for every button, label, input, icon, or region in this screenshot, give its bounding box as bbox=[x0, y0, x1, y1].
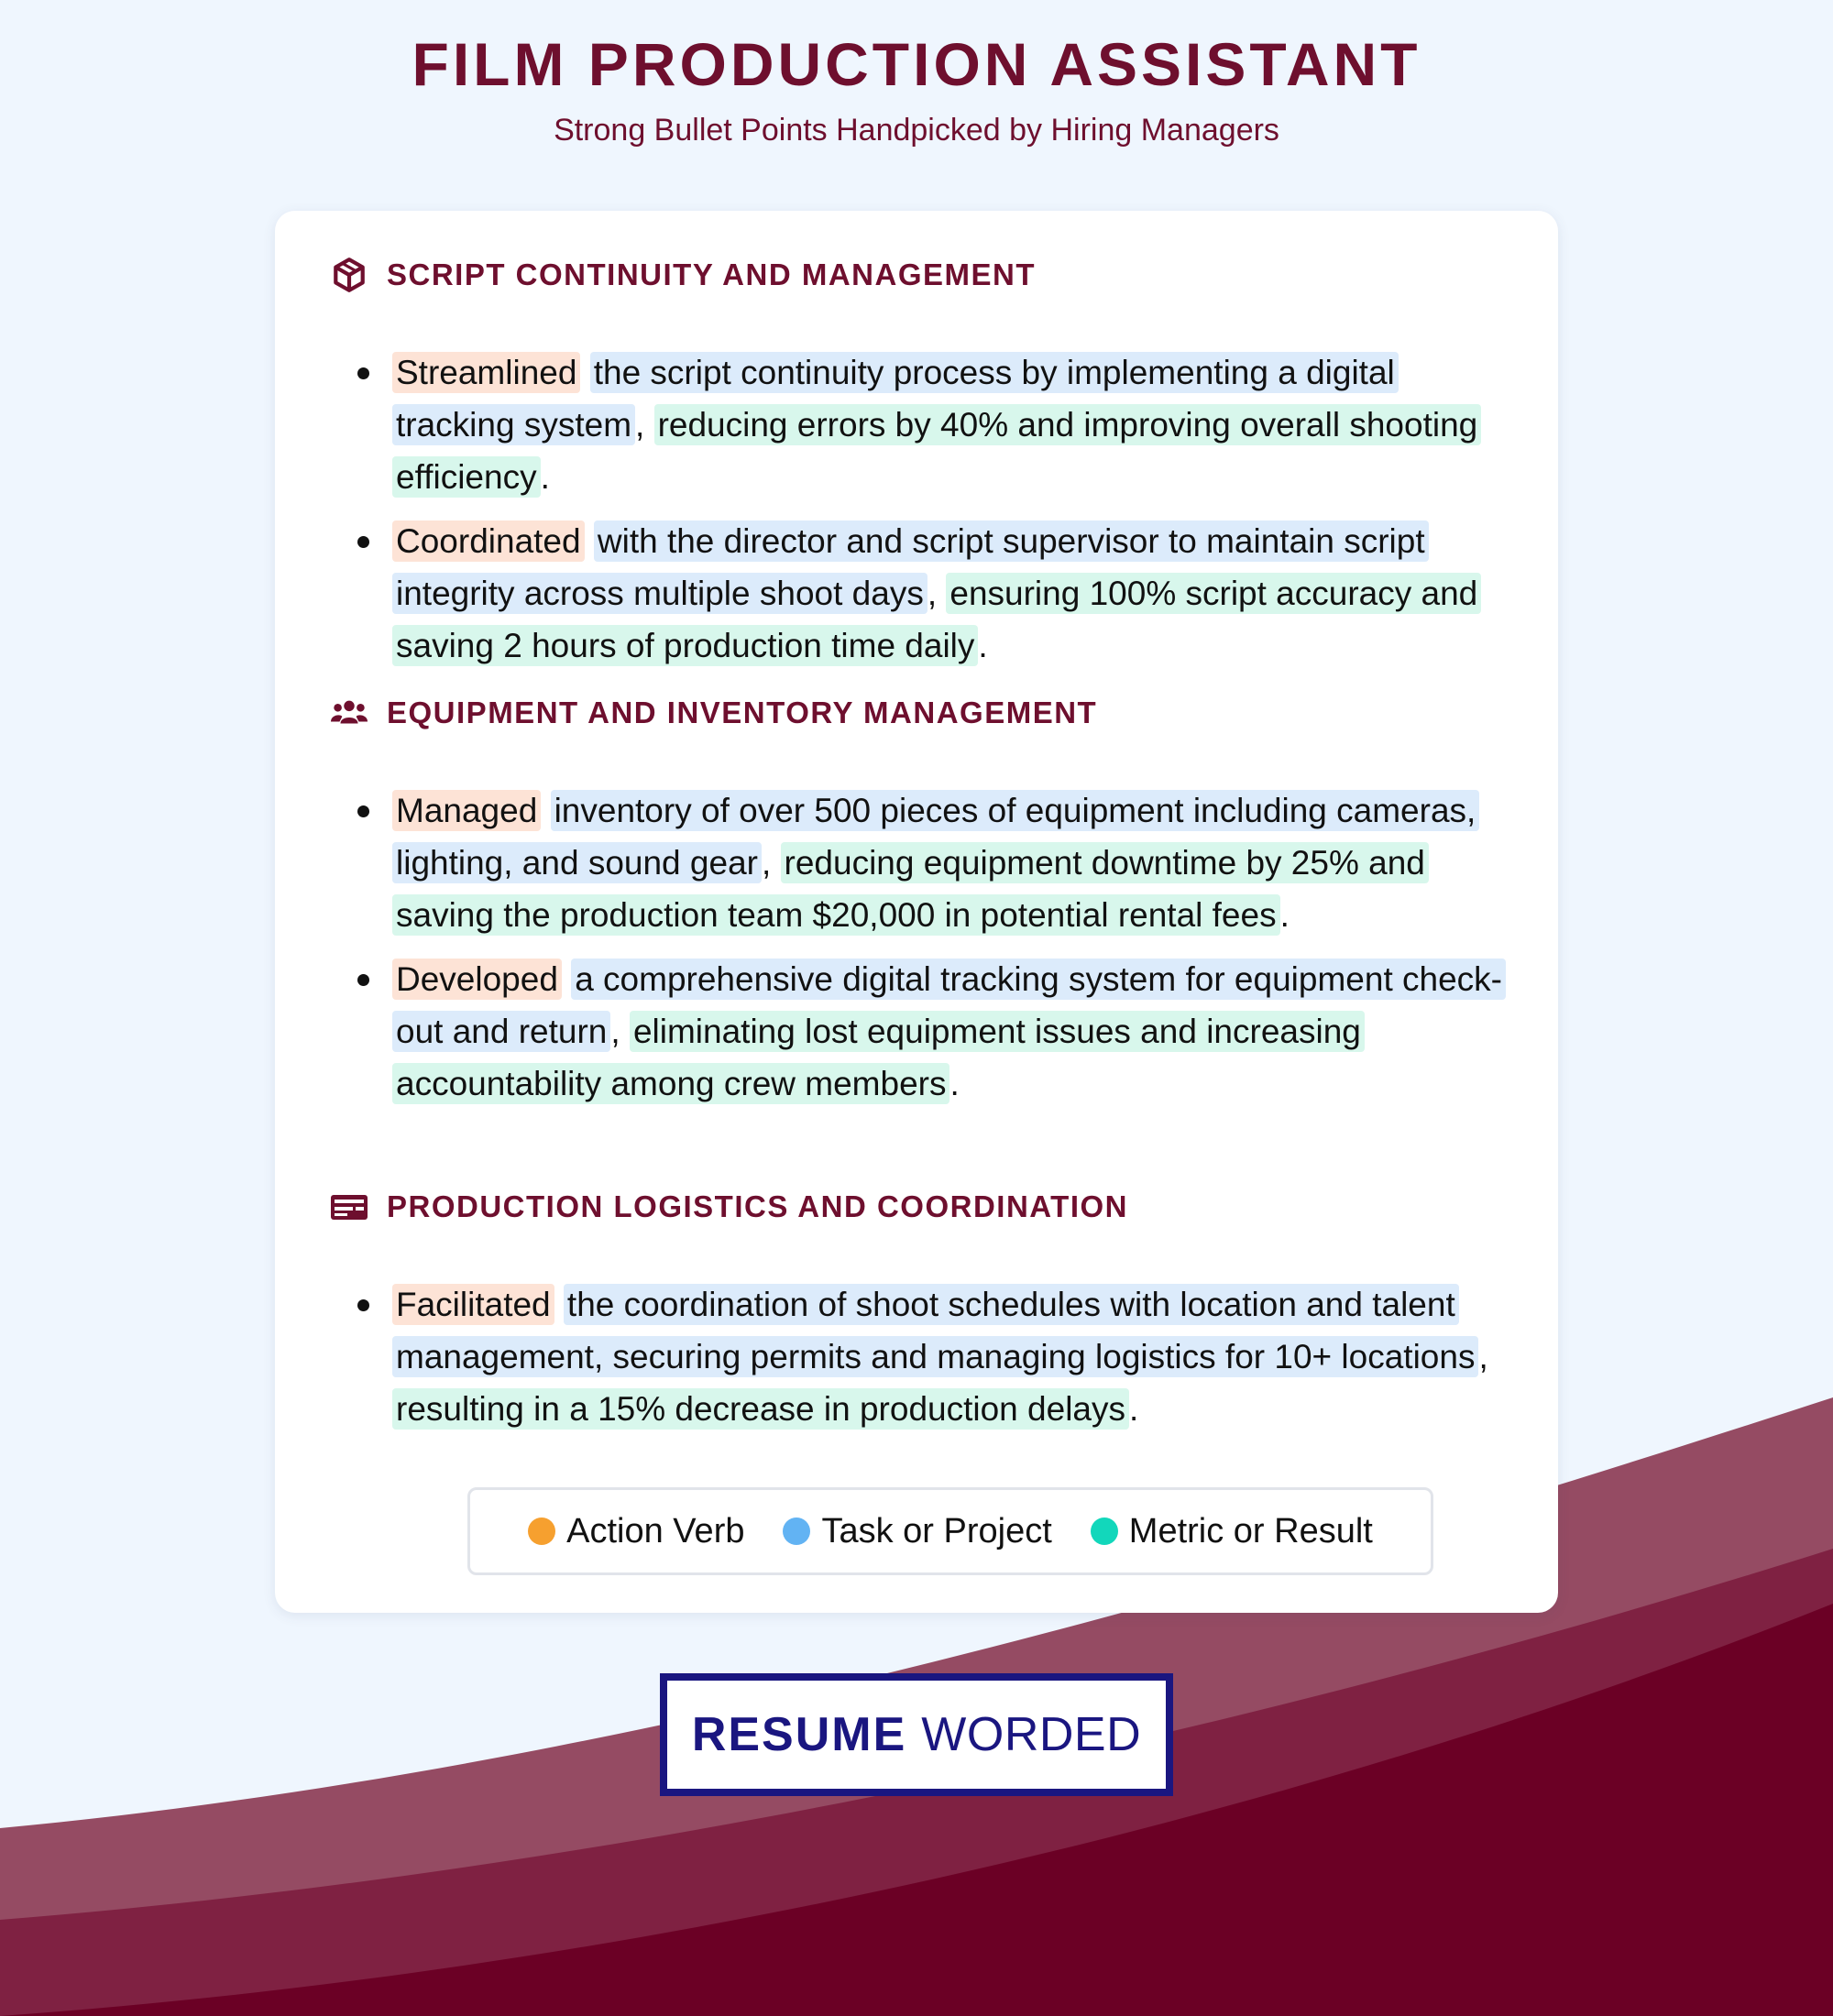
action-verb: Developed bbox=[392, 959, 562, 1000]
separator: , bbox=[927, 575, 938, 612]
page-title: FILM PRODUCTION ASSISTANT bbox=[412, 30, 1421, 98]
action-verb: Facilitated bbox=[392, 1284, 554, 1325]
end-punct: . bbox=[1279, 896, 1290, 934]
task-text: the coordination of shoot schedules with location and talent management, securing permits and managing logistics for 10+ locations bbox=[392, 1284, 1478, 1377]
resume-worded-logo[interactable] bbox=[660, 1673, 1173, 1796]
section-header bbox=[330, 255, 1521, 295]
bullet-item bbox=[330, 346, 1521, 503]
separator: , bbox=[761, 844, 772, 882]
bullet-item bbox=[330, 515, 1521, 672]
metric-text: ensuring 100% script accuracy and saving 2 hours of production time daily bbox=[392, 573, 1481, 666]
task-text: with the director and script supervisor to maintain script integrity across multiple shoot days bbox=[392, 520, 1429, 614]
section-title: SCRIPT CONTINUITY AND MANAGEMENT bbox=[387, 257, 1036, 291]
section-title: EQUIPMENT AND INVENTORY MANAGEMENT bbox=[387, 696, 1098, 729]
section-header bbox=[330, 1187, 1521, 1227]
legend-item-task-project bbox=[783, 1512, 1051, 1551]
task-text: a comprehensive digital tracking system for equipment check-out and return bbox=[392, 959, 1506, 1052]
highlight-legend bbox=[467, 1487, 1433, 1575]
end-punct: . bbox=[1129, 1390, 1139, 1428]
task-text: the script continuity process by implementing a digital tracking system bbox=[392, 352, 1399, 445]
legend-dot bbox=[528, 1517, 555, 1545]
bullet-item bbox=[330, 953, 1521, 1110]
bullet-item bbox=[330, 1278, 1521, 1435]
separator: , bbox=[610, 1013, 620, 1050]
section-production-logistics bbox=[330, 1187, 1521, 1447]
metric-text: reducing equipment downtime by 25% and saving the production team $20,000 in potential rental fees bbox=[392, 842, 1429, 936]
end-punct: . bbox=[978, 627, 988, 664]
action-verb: Coordinated bbox=[392, 520, 585, 562]
action-verb: Managed bbox=[392, 790, 541, 831]
section-script-continuity bbox=[330, 255, 1521, 684]
page-subtitle: Strong Bullet Points Handpicked by Hiring Managers bbox=[554, 113, 1279, 148]
legend-label: Metric or Result bbox=[1128, 1511, 1373, 1550]
end-punct: . bbox=[540, 458, 550, 496]
end-punct: . bbox=[949, 1065, 960, 1102]
section-title: PRODUCTION LOGISTICS AND COORDINATION bbox=[387, 1189, 1128, 1223]
metric-text: resulting in a 15% decrease in production delays bbox=[392, 1388, 1129, 1430]
separator: , bbox=[635, 406, 645, 444]
legend-item-action-verb bbox=[528, 1512, 744, 1551]
legend-dot bbox=[1091, 1517, 1118, 1545]
legend-label: Task or Project bbox=[821, 1511, 1052, 1550]
legend-dot bbox=[783, 1517, 810, 1545]
users-icon bbox=[330, 694, 368, 732]
id-card-icon bbox=[330, 1188, 368, 1226]
task-text: inventory of over 500 pieces of equipment including cameras, lighting, and sound gear bbox=[392, 790, 1479, 883]
logo-regular-text: WORDED bbox=[921, 1708, 1142, 1761]
legend-label: Action Verb bbox=[566, 1511, 745, 1550]
legend-item-metric-result bbox=[1091, 1512, 1373, 1551]
separator: , bbox=[1478, 1338, 1488, 1375]
action-verb: Streamlined bbox=[392, 352, 580, 393]
bullet-list bbox=[330, 1278, 1521, 1435]
logo-bold-text: RESUME bbox=[691, 1708, 907, 1761]
section-header bbox=[330, 693, 1521, 733]
bullet-item bbox=[330, 784, 1521, 941]
cube-icon bbox=[330, 256, 368, 294]
bullet-list bbox=[330, 784, 1521, 1110]
bullet-points-card bbox=[275, 211, 1558, 1613]
bullet-list bbox=[330, 346, 1521, 672]
section-equipment-inventory bbox=[330, 693, 1521, 1122]
page-header bbox=[0, 27, 1833, 150]
metric-text: eliminating lost equipment issues and increasing accountability among crew members bbox=[392, 1011, 1365, 1104]
metric-text: reducing errors by 40% and improving overall shooting efficiency bbox=[392, 404, 1481, 498]
